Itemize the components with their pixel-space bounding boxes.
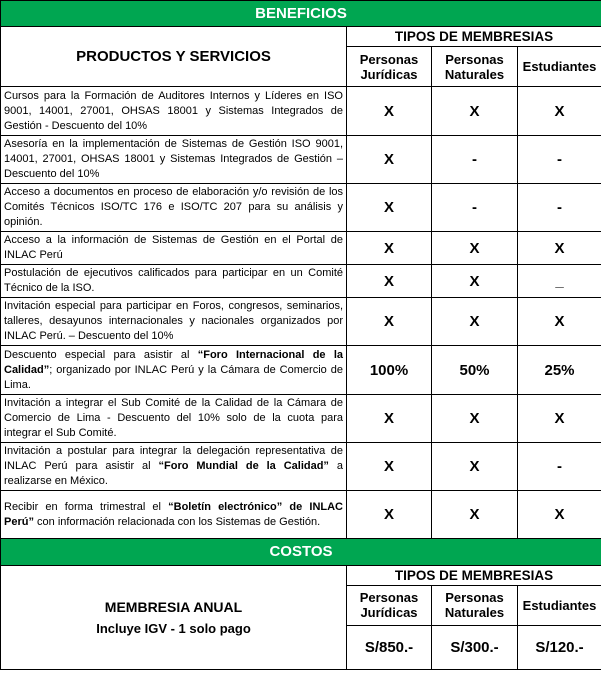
benefit-value: X xyxy=(518,87,601,136)
col-personas-naturales: Personas Naturales xyxy=(432,47,518,87)
benefit-value: X xyxy=(432,395,518,443)
price-personas-juridicas: S/850.- xyxy=(347,625,432,669)
benefit-value: 100% xyxy=(347,346,432,395)
benefit-value: X xyxy=(432,265,518,298)
costs-col-personas-juridicas: Personas Jurídicas xyxy=(347,585,432,625)
benefit-description: Asesoría en la implementación de Sistemas de Gestión ISO 9001, 14001, 27001, OHSAS 18001 y Sistemas Integrados de Gestión – Descuento del 10% xyxy=(1,136,347,184)
annual-membership-note: Incluye IGV - 1 solo pago xyxy=(96,620,251,636)
benefit-value: 50% xyxy=(432,346,518,395)
membership-types-header: TIPOS DE MEMBRESIAS xyxy=(347,27,601,47)
benefit-value: X xyxy=(347,136,432,184)
costs-col-personas-naturales: Personas Naturales xyxy=(432,585,518,625)
benefit-value: - xyxy=(518,184,601,232)
annual-membership-label xyxy=(1,565,347,669)
benefit-value: X xyxy=(347,491,432,539)
benefit-value: X xyxy=(518,232,601,265)
benefit-value: - xyxy=(432,184,518,232)
benefit-description: Recibir en forma trimestral el “Boletín electrónico” de INLAC Perú” con información relacionada con los Sistemas de Gestión. xyxy=(1,491,347,539)
benefit-value: X xyxy=(518,491,601,539)
benefit-value: - xyxy=(518,443,601,491)
annual-membership-title: MEMBRESIA ANUAL xyxy=(104,598,243,615)
products-header: PRODUCTOS Y SERVICIOS xyxy=(1,27,347,87)
benefit-description: Invitación a postular para integrar la delegación representativa de INLAC Perú para asistir al “Foro Mundial de la Calidad” a realizarse en México. xyxy=(1,443,347,491)
costs-col-estudiantes: Estudiantes xyxy=(518,585,601,625)
benefit-value: X xyxy=(347,265,432,298)
benefit-row xyxy=(1,395,601,443)
benefit-value: X xyxy=(347,395,432,443)
benefit-description: Descuento especial para asistir al “Foro Internacional de la Calidad”; organizado por INLAC Perú y la Cámara de Comercio de Lima. xyxy=(1,346,347,395)
benefit-row xyxy=(1,184,601,232)
benefit-description: Acceso a documentos en proceso de elaboración y/o revisión de los Comités Técnicos ISO/TC 176 e ISO/TC 207 para su análisis y opinión. xyxy=(1,184,347,232)
benefit-row xyxy=(1,346,601,395)
benefit-row xyxy=(1,136,601,184)
benefit-value: - xyxy=(518,136,601,184)
benefit-row xyxy=(1,443,601,491)
price-estudiantes: S/120.- xyxy=(518,625,601,669)
benefit-row xyxy=(1,491,601,539)
benefit-row xyxy=(1,87,601,136)
benefit-value: _ xyxy=(518,265,601,298)
col-personas-juridicas: Personas Jurídicas xyxy=(347,47,432,87)
benefit-value: - xyxy=(432,136,518,184)
benefit-value: 25% xyxy=(518,346,601,395)
costs-table xyxy=(0,539,601,670)
benefit-description: Postulación de ejecutivos calificados para participar en un Comité Técnico de la ISO. xyxy=(1,265,347,298)
benefit-description: Invitación a integrar el Sub Comité de la Calidad de la Cámara de Comercio de Lima - Descuento del 10% solo de la cuota para integrar el Sub Comité. xyxy=(1,395,347,443)
benefit-description: Cursos para la Formación de Auditores Internos y Líderes en ISO 9001, 14001, 27001, OHSAS 18001 y Sistemas Integrados de Gestión - Descuento del 10% xyxy=(1,87,347,136)
benefit-row xyxy=(1,232,601,265)
benefit-value: X xyxy=(432,443,518,491)
benefit-description: Acceso a la información de Sistemas de Gestión en el Portal de INLAC Perú xyxy=(1,232,347,265)
benefit-value: X xyxy=(432,298,518,346)
benefit-value: X xyxy=(347,298,432,346)
benefit-row xyxy=(1,265,601,298)
benefit-value: X xyxy=(518,395,601,443)
costs-membership-types-header: TIPOS DE MEMBRESIAS xyxy=(347,565,601,585)
benefit-row xyxy=(1,298,601,346)
benefit-value: X xyxy=(432,232,518,265)
benefit-value: X xyxy=(347,184,432,232)
price-personas-naturales: S/300.- xyxy=(432,625,518,669)
beneficios-title: BENEFICIOS xyxy=(1,1,601,27)
benefit-value: X xyxy=(347,87,432,136)
benefit-description: Invitación especial para participar en Foros, congresos, seminarios, talleres, desayunos internacionales y nacionales organizados por INLAC Perú. – Descuento del 10% xyxy=(1,298,347,346)
benefit-value: X xyxy=(432,491,518,539)
col-estudiantes: Estudiantes xyxy=(518,47,601,87)
benefit-value: X xyxy=(432,87,518,136)
benefit-value: X xyxy=(518,298,601,346)
costos-title: COSTOS xyxy=(1,539,601,565)
benefit-value: X xyxy=(347,443,432,491)
benefit-value: X xyxy=(347,232,432,265)
